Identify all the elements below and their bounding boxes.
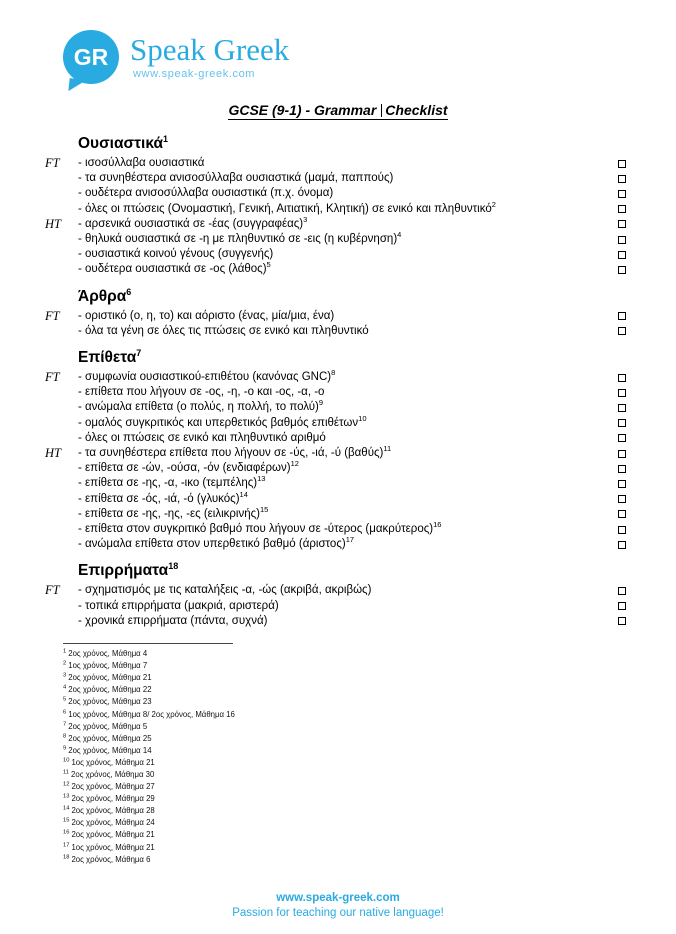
tier-label: FT xyxy=(45,156,60,170)
item-text-body: - όλες οι πτώσεις (Ονομαστική, Γενική, Αιτιατική, Κλητική) σε ενικό και πληθυντικό xyxy=(78,203,492,215)
item-text xyxy=(78,370,608,385)
footnote-text: 2ος χρόνος, Μάθημα 4 xyxy=(68,649,148,659)
tier-label: HT xyxy=(45,216,61,231)
footnote xyxy=(63,672,676,684)
footnote-ref: 17 xyxy=(345,537,355,545)
item-text-body: - θηλυκά ουσιαστικά σε -η με πληθυντικό σε -εις (η κυβέρνηση) xyxy=(78,233,397,245)
footnote-ref: 15 xyxy=(260,506,269,515)
section-heading xyxy=(78,349,626,367)
checkbox[interactable] xyxy=(618,419,626,427)
footnote xyxy=(63,709,676,721)
item-text-body: - σχηματισμός με τις καταλήξεις -α, -ώς (ακριβά, ακριβώς) xyxy=(78,584,371,596)
footnote-number: 13 xyxy=(63,793,70,800)
footnote-number: 1 xyxy=(63,648,67,655)
item-text-body: - ανώμαλα επίθετα στον υπερθετικό βαθμό (άριστος) xyxy=(78,538,346,550)
footnote xyxy=(63,696,676,708)
section-heading xyxy=(78,135,626,153)
footnote-text: 2ος χρόνος, Μάθημα 25 xyxy=(68,733,152,743)
checklist-item xyxy=(45,583,626,598)
footnote-ref: 5 xyxy=(266,262,271,270)
footnote-text: 2ος χρόνος, Μάθημα 6 xyxy=(71,854,151,864)
footnote-text: 2ος χρόνος, Μάθημα 24 xyxy=(71,818,155,828)
tier-label: FT xyxy=(45,308,60,323)
footnote-text: 1ος χρόνος, Μάθημα 21 xyxy=(71,757,155,767)
page-title-left: GCSE (9-1) - Grammar xyxy=(228,102,377,118)
item-text-body: - επίθετα στον συγκριτικό βαθμό που λήγουν σε -ύτερος (μακρύτερος) xyxy=(78,523,433,535)
footnote xyxy=(63,769,676,781)
item-text xyxy=(78,614,608,629)
item-text xyxy=(78,492,608,507)
text-cursor xyxy=(381,104,382,117)
item-text xyxy=(78,400,608,415)
checklist-item xyxy=(45,431,626,446)
footnote-text: 2ος χρόνος, Μάθημα 5 xyxy=(68,721,148,731)
item-text-body: - ουσιαστικά κοινού γένους (συγγενής) xyxy=(78,248,273,260)
checklist-item xyxy=(45,537,626,552)
item-text-body: - τα συνηθέστερα ανισοσύλλαβα ουσιαστικά (μαμά, παππούς) xyxy=(78,172,393,184)
checklist-item xyxy=(45,599,626,614)
item-text xyxy=(78,385,608,400)
checklist-item xyxy=(45,247,626,262)
checkbox[interactable] xyxy=(618,389,626,397)
footnote-ref: 4 xyxy=(397,232,402,240)
checkbox[interactable] xyxy=(618,160,626,168)
item-text xyxy=(78,431,608,446)
footnotes xyxy=(63,648,676,866)
item-text-body: - ανώμαλα επίθετα (ο πολύς, η πολλή, το πολύ) xyxy=(78,401,319,413)
item-text xyxy=(78,324,608,339)
checklist-item xyxy=(45,400,626,415)
checklist-item xyxy=(45,492,626,507)
item-text-body: - αρσενικά ουσιαστικά σε -έας (συγγραφέας) xyxy=(78,218,303,230)
checkbox[interactable] xyxy=(618,404,626,412)
checkbox[interactable] xyxy=(618,327,626,335)
footnote-number: 10 xyxy=(63,757,70,764)
brand-block xyxy=(130,30,289,80)
footer-link[interactable]: www.speak-greek.com xyxy=(276,892,400,904)
logo xyxy=(63,30,676,84)
footnote-number: 14 xyxy=(63,805,70,812)
checklist-item xyxy=(45,476,626,491)
item-text xyxy=(78,186,608,201)
checkbox[interactable] xyxy=(618,434,626,442)
checkbox[interactable] xyxy=(618,480,626,488)
footnote-ref: 18 xyxy=(168,561,179,572)
footnote-number: 12 xyxy=(63,781,70,788)
page-title-right: Checklist xyxy=(385,102,448,118)
footnote-ref: 7 xyxy=(136,347,142,358)
footnote-number: 3 xyxy=(63,672,67,679)
item-text-body: - ουδέτερα ανισοσύλλαβα ουσιαστικά (π.χ. όνομα) xyxy=(78,187,333,199)
footnotes-section xyxy=(63,643,676,866)
item-text-body: - οριστικό (ο, η, το) και αόριστο (ένας, μία/μια, ένα) xyxy=(78,310,334,322)
footnote-text: 2ος χρόνος, Μάθημα 21 xyxy=(68,673,152,683)
item-text-body: - επίθετα σε -ός, -ιά, -ό (γλυκός) xyxy=(78,493,240,505)
checklist-item xyxy=(45,385,626,400)
footnote-number: 11 xyxy=(63,769,70,776)
footnote-text: 2ος χρόνος, Μάθημα 29 xyxy=(71,794,155,804)
item-text xyxy=(78,461,608,476)
tier-label: FT xyxy=(45,370,60,385)
item-text xyxy=(78,522,608,537)
section-heading-text: Επίθετα xyxy=(78,349,137,367)
item-text-body: - επίθετα σε -ης, -α, -ικο (τεμπέλης) xyxy=(78,477,257,489)
footnote-text: 2ος χρόνος, Μάθημα 28 xyxy=(71,806,155,816)
page-title-text xyxy=(228,102,447,120)
checklist-item xyxy=(45,309,626,324)
footnote-text: 1ος χρόνος, Μάθημα 21 xyxy=(71,842,155,852)
footnote-text: 2ος χρόνος, Μάθημα 22 xyxy=(68,685,152,695)
footnote-number: 9 xyxy=(63,745,67,752)
item-text xyxy=(78,309,608,324)
footnote xyxy=(63,842,676,854)
footnote-number: 5 xyxy=(63,696,67,703)
footnote xyxy=(63,660,676,672)
footnote-number: 18 xyxy=(63,854,70,861)
checklist-item xyxy=(45,614,626,629)
item-text-body: - όλες οι πτώσεις σε ενικό και πληθυντικό αριθμό xyxy=(78,432,326,444)
checklist-item xyxy=(45,461,626,476)
item-text xyxy=(78,583,608,598)
checkbox[interactable] xyxy=(618,602,626,610)
checklist-item xyxy=(45,324,626,339)
footnote xyxy=(63,745,676,757)
footnote-ref: 13 xyxy=(257,476,266,484)
footnote-number: 17 xyxy=(63,841,70,848)
item-text xyxy=(78,446,608,461)
checkbox[interactable] xyxy=(618,175,626,183)
footnote-text: 2ος χρόνος, Μάθημα 21 xyxy=(71,830,155,840)
item-text-body: - επίθετα που λήγουν σε -ος, -η, -ο και -ος, -α, -ο xyxy=(78,386,324,398)
footnote-ref: 16 xyxy=(433,522,442,530)
checkbox[interactable] xyxy=(618,220,626,228)
checkbox[interactable] xyxy=(618,526,626,534)
footnote xyxy=(63,648,676,660)
checklist-section xyxy=(45,562,626,629)
checklist-section xyxy=(45,288,626,339)
item-text xyxy=(78,156,608,171)
item-text xyxy=(78,507,608,522)
checkbox[interactable] xyxy=(618,251,626,259)
footnote xyxy=(63,684,676,696)
footnote xyxy=(63,757,676,769)
checklist xyxy=(45,135,626,629)
tier-label: FT xyxy=(45,583,60,598)
checkbox[interactable] xyxy=(618,541,626,549)
footnote-ref: 9 xyxy=(318,400,324,408)
item-text-body: - ισοσύλλαβα ουσιαστικά xyxy=(78,157,204,169)
item-text xyxy=(78,599,608,614)
checkbox[interactable] xyxy=(618,266,626,274)
footnote-ref: 10 xyxy=(358,415,367,423)
checkbox[interactable] xyxy=(618,450,626,458)
footnote xyxy=(63,805,676,817)
checklist-item xyxy=(45,370,626,385)
footnote-text: 2ος χρόνος, Μάθημα 23 xyxy=(68,697,152,707)
item-text-body: - επίθετα σε -ης, -ης, -ες (ειλικρινής) xyxy=(78,508,260,520)
item-text-body: - επίθετα σε -ών, -ούσα, -όν (ενδιαφέρων) xyxy=(78,462,291,474)
item-text xyxy=(78,217,608,232)
footnote-ref: 1 xyxy=(163,133,169,144)
checklist-item xyxy=(45,202,626,217)
footer-tagline: Passion for teaching our native language! xyxy=(232,907,444,919)
item-text-body: - χρονικά επιρρήματα (πάντα, συχνά) xyxy=(78,615,267,627)
checkbox[interactable] xyxy=(618,374,626,382)
footnote-number: 2 xyxy=(63,660,67,667)
footnote-number: 6 xyxy=(63,708,67,715)
item-text xyxy=(78,202,608,217)
checklist-item xyxy=(45,522,626,537)
checklist-item xyxy=(45,156,626,171)
brand-url: www.speak-greek.com xyxy=(133,68,256,80)
item-text xyxy=(78,247,608,262)
checkbox[interactable] xyxy=(618,236,626,244)
item-text xyxy=(78,171,608,186)
footnote-text: 2ος χρόνος, Μάθημα 30 xyxy=(71,770,155,780)
section-heading-text: Ουσιαστικά xyxy=(78,135,164,152)
footnote-text: 1ος χρόνος, Μάθημα 7 xyxy=(68,661,148,671)
footnote-text: 1ος χρόνος, Μάθημα 8/ 2ος χρόνος, Μάθημα 16 xyxy=(68,709,235,719)
footnote-text: 2ος χρόνος, Μάθημα 14 xyxy=(68,745,152,755)
tier-label: HT xyxy=(45,446,61,461)
page-footer xyxy=(0,891,676,921)
brand-name: Speak Greek xyxy=(130,32,290,67)
checkbox[interactable] xyxy=(618,465,626,473)
item-text-body: - ουδέτερα ουσιαστικά σε -ος (λάθος) xyxy=(78,263,267,275)
checkbox[interactable] xyxy=(618,510,626,518)
footnote xyxy=(63,793,676,805)
checkbox[interactable] xyxy=(618,495,626,503)
item-text-body: - ομαλός συγκριτικός και υπερθετικός βαθμός επιθέτων xyxy=(78,417,358,429)
footnote-ref: 14 xyxy=(239,491,248,499)
item-text xyxy=(78,476,608,491)
item-text xyxy=(78,537,608,552)
checklist-item xyxy=(45,232,626,247)
item-text xyxy=(78,262,608,277)
checkbox[interactable] xyxy=(618,587,626,595)
page-title xyxy=(0,102,676,119)
checklist-item xyxy=(45,171,626,186)
footnote-ref: 11 xyxy=(383,446,392,454)
checklist-item xyxy=(45,507,626,522)
footnote-number: 15 xyxy=(63,817,70,824)
item-text-body: - τα συνηθέστερα επίθετα που λήγουν σε -ύς, -ιά, -ύ (βαθύς) xyxy=(78,447,383,459)
checklist-section xyxy=(45,349,626,552)
footnote-number: 16 xyxy=(63,829,70,836)
item-text-body: - τοπικά επιρρήματα (μακριά, αριστερά) xyxy=(78,600,279,612)
item-text-body: - συμφωνία ουσιαστικού-επιθέτου (κανόνας GNC) xyxy=(78,371,331,383)
checklist-item xyxy=(45,416,626,431)
section-heading xyxy=(78,562,626,580)
checklist-item xyxy=(45,446,626,461)
checkbox[interactable] xyxy=(618,190,626,198)
checklist-section xyxy=(45,135,626,278)
section-heading-text: Άρθρα xyxy=(78,287,127,305)
item-text xyxy=(78,416,608,431)
item-text xyxy=(78,232,608,247)
checklist-item xyxy=(45,262,626,277)
footnote-ref: 12 xyxy=(290,461,299,469)
logo-bubble-icon: GR xyxy=(63,30,119,84)
footnote-ref: 3 xyxy=(303,216,308,224)
footnote xyxy=(63,781,676,793)
checklist-item xyxy=(45,186,626,201)
footnote xyxy=(63,817,676,829)
footnote-number: 8 xyxy=(63,733,67,740)
footnote-divider xyxy=(63,643,233,644)
footnote xyxy=(63,721,676,733)
section-heading xyxy=(78,288,626,306)
checkbox[interactable] xyxy=(618,205,626,213)
footnote-ref: 8 xyxy=(331,370,336,378)
footnote-number: 4 xyxy=(63,684,67,691)
footnote xyxy=(63,854,676,866)
footnote-ref: 6 xyxy=(126,286,132,297)
footnote xyxy=(63,733,676,745)
item-text-body: - όλα τα γένη σε όλες τις πτώσεις σε ενικό και πληθυντικό xyxy=(78,325,369,337)
checklist-item xyxy=(45,217,626,232)
checkbox[interactable] xyxy=(618,312,626,320)
footnote-number: 7 xyxy=(63,721,67,728)
footnote xyxy=(63,829,676,841)
footnote-ref: 2 xyxy=(491,201,496,209)
section-heading-text: Επιρρήματα xyxy=(78,562,169,580)
checkbox[interactable] xyxy=(618,617,626,625)
footnote-text: 2ος χρόνος, Μάθημα 27 xyxy=(71,782,155,792)
